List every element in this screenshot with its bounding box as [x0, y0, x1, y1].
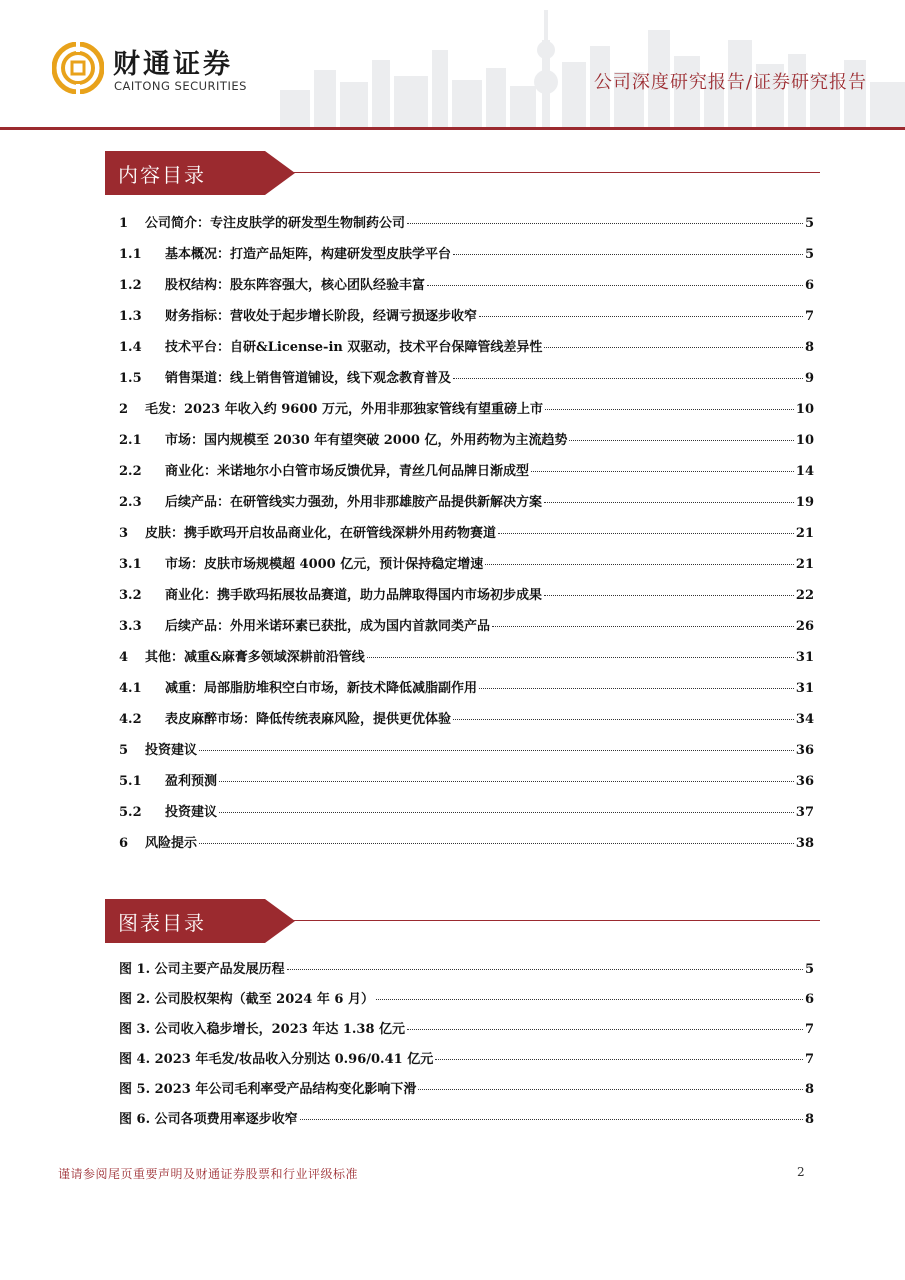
toc-entry-page: 5 [804, 247, 814, 262]
toc-entry-number: 2.3 [119, 495, 142, 510]
toc-entry-page: 7 [804, 309, 814, 324]
toc-entry-page: 34 [795, 712, 814, 727]
toc-entry[interactable] [119, 739, 814, 770]
toc-entry[interactable] [119, 367, 814, 398]
toc-entry-page: 22 [795, 588, 814, 603]
toc-entry-title: 皮肤：携手欧玛开启妆品商业化，在研管线深耕外用药物赛道 [145, 526, 497, 541]
figures-banner-line [285, 920, 820, 921]
toc-entry-title: 毛发：2023 年收入约 9600 万元，外用非那独家管线有望重磅上市 [145, 402, 543, 417]
toc-entry-number: 2.1 [119, 433, 142, 448]
toc-leader-dots [287, 969, 803, 970]
toc-entry-page: 36 [795, 743, 814, 758]
brand-name-cn: 财通证券 [113, 49, 233, 80]
toc-entry-page: 9 [804, 371, 814, 386]
toc-leader-dots [544, 502, 794, 503]
toc-entry[interactable] [119, 584, 814, 615]
toc-entry-number: 5 [119, 743, 129, 758]
toc-entry-page: 8 [804, 340, 814, 355]
toc-leader-dots [492, 626, 794, 627]
figure-entry-title: 图 3. 公司收入稳步增长，2023 年达 1.38 亿元 [119, 1022, 406, 1037]
toc-entry-page: 36 [795, 774, 814, 789]
page-header [0, 0, 905, 132]
toc-entry-page: 31 [795, 681, 814, 696]
toc-entry[interactable] [119, 243, 814, 274]
toc-entry[interactable] [119, 491, 814, 522]
figure-entry-page: 8 [804, 1082, 814, 1097]
figures-banner [105, 899, 820, 947]
toc-entry[interactable] [119, 832, 814, 863]
toc-leader-dots [544, 595, 794, 596]
toc-entry-title: 后续产品：在研管线实力强劲，外用非那雄胺产品提供新解决方案 [165, 495, 543, 510]
toc-leader-dots [300, 1119, 803, 1120]
figure-entry-title: 图 6. 公司各项费用率逐步收窄 [119, 1112, 298, 1127]
toc-entry-title: 商业化：携手欧玛拓展妆品赛道，助力品牌取得国内市场初步成果 [165, 588, 543, 603]
toc-entry-title: 销售渠道：线上销售管道铺设，线下观念教育普及 [165, 371, 452, 386]
toc-entry-page: 26 [795, 619, 814, 634]
toc-leader-dots [219, 812, 794, 813]
toc-entry-page: 5 [804, 216, 814, 231]
figure-entry-page: 6 [804, 992, 814, 1007]
toc-entry-title: 财务指标：营收处于起步增长阶段，经调亏损逐步收窄 [165, 309, 478, 324]
toc-entry-number: 4.2 [119, 712, 142, 727]
toc-leader-dots [407, 1029, 803, 1030]
toc-entry-number: 1.5 [119, 371, 142, 386]
toc-leader-dots [407, 223, 803, 224]
toc-leader-dots [544, 347, 803, 348]
contents-heading: 内容目录 [118, 163, 206, 187]
toc-entry[interactable] [119, 398, 814, 429]
toc-entry[interactable] [119, 646, 814, 677]
toc-entry-title: 市场：皮肤市场规模超 4000 亿元，预计保持稳定增速 [165, 557, 484, 572]
toc-leader-dots [453, 719, 794, 720]
toc-entry[interactable] [119, 429, 814, 460]
figure-entry[interactable] [119, 988, 814, 1018]
toc-leader-dots [545, 409, 794, 410]
toc-leader-dots [199, 750, 794, 751]
figure-entry-page: 5 [804, 962, 814, 977]
toc-entry-title: 盈利预测 [165, 774, 218, 789]
toc-entry-title: 基本概况：打造产品矩阵，构建研发型皮肤学平台 [165, 247, 452, 262]
toc-entry-title: 减重：局部脂肪堆积空白市场，新技术降低减脂副作用 [165, 681, 478, 696]
toc-entry-number: 3.3 [119, 619, 142, 634]
toc-entry-page: 10 [795, 433, 814, 448]
toc-leader-dots [498, 533, 794, 534]
toc-entry-number: 3 [119, 526, 129, 541]
toc-leader-dots [418, 1089, 803, 1090]
toc-entry[interactable] [119, 801, 814, 832]
toc-entry[interactable] [119, 770, 814, 801]
toc-leader-dots [485, 564, 794, 565]
figures-heading: 图表目录 [118, 911, 206, 935]
brand-name-en: CAITONG SECURITIES [114, 79, 247, 93]
toc-leader-dots [435, 1059, 803, 1060]
figure-entry-title: 图 1. 公司主要产品发展历程 [119, 962, 285, 977]
figure-entry[interactable] [119, 1048, 814, 1078]
toc-entry-page: 19 [795, 495, 814, 510]
toc-entry-title: 公司简介：专注皮肤学的研发型生物制药公司 [145, 216, 406, 231]
toc-entry-number: 4.1 [119, 681, 142, 696]
toc-entry-number: 5.1 [119, 774, 142, 789]
toc-entry-page: 38 [795, 836, 814, 851]
toc-entry[interactable] [119, 522, 814, 553]
figures-list [119, 958, 814, 1138]
toc-entry-title: 其他：减重&麻膏多领域深耕前沿管线 [145, 650, 365, 665]
toc-entry-title: 后续产品：外用米诺环素已获批，成为国内首款同类产品 [165, 619, 491, 634]
toc-entry-number: 3.1 [119, 557, 142, 572]
footer-disclaimer: 谨请参阅尾页重要声明及财通证券股票和行业评级标准 [58, 1167, 359, 1181]
toc-leader-dots [453, 254, 803, 255]
figure-entry[interactable] [119, 1078, 814, 1108]
figure-entry-page: 7 [804, 1022, 814, 1037]
toc-entry-title: 股权结构：股东阵容强大，核心团队经验丰富 [165, 278, 426, 293]
toc-entry-page: 6 [804, 278, 814, 293]
toc-entry[interactable] [119, 336, 814, 367]
toc-entry[interactable] [119, 460, 814, 491]
toc-entry-number: 5.2 [119, 805, 142, 820]
toc-entry[interactable] [119, 212, 814, 243]
figure-entry[interactable] [119, 958, 814, 988]
toc-entry[interactable] [119, 677, 814, 708]
toc-leader-dots [199, 843, 794, 844]
toc-leader-dots [219, 781, 794, 782]
toc-entry-number: 4 [119, 650, 129, 665]
toc-entry-number: 1.1 [119, 247, 142, 262]
contents-banner-line [285, 172, 820, 173]
toc-leader-dots [427, 285, 803, 286]
toc-entry-number: 2.2 [119, 464, 142, 479]
caitong-logo-icon [52, 42, 104, 94]
contents-list [119, 212, 814, 863]
report-type: 公司深度研究报告/证券研究报告 [593, 72, 867, 93]
toc-entry-title: 市场：国内规模至 2030 年有望突破 2000 亿，外用药物为主流趋势 [165, 433, 568, 448]
figure-entry[interactable] [119, 1018, 814, 1048]
toc-entry-page: 37 [795, 805, 814, 820]
toc-entry-number: 1 [119, 216, 129, 231]
toc-entry-number: 1.2 [119, 278, 142, 293]
toc-entry-page: 31 [795, 650, 814, 665]
toc-leader-dots [376, 999, 803, 1000]
toc-entry-title: 风险提示 [145, 836, 198, 851]
toc-entry-title: 技术平台：自研&License-in 双驱动，技术平台保障管线差异性 [165, 340, 543, 355]
toc-entry-title: 投资建议 [165, 805, 218, 820]
toc-entry[interactable] [119, 274, 814, 305]
toc-entry-title: 表皮麻醉市场：降低传统表麻风险，提供更优体验 [165, 712, 452, 727]
header-divider [0, 127, 905, 130]
toc-entry-number: 3.2 [119, 588, 142, 603]
figure-entry-title: 图 4. 2023 年毛发/妆品收入分别达 0.96/0.41 亿元 [119, 1052, 434, 1067]
toc-entry[interactable] [119, 708, 814, 739]
toc-entry-number: 2 [119, 402, 129, 417]
toc-leader-dots [531, 471, 794, 472]
figure-entry-title: 图 5. 2023 年公司毛利率受产品结构变化影响下滑 [119, 1082, 417, 1097]
toc-leader-dots [479, 688, 794, 689]
figure-entry-title: 图 2. 公司股权架构（截至 2024 年 6 月） [119, 992, 374, 1007]
toc-entry[interactable] [119, 615, 814, 646]
figure-entry-page: 8 [804, 1112, 814, 1127]
contents-banner [105, 151, 820, 199]
toc-entry-page: 21 [795, 526, 814, 541]
figure-entry[interactable] [119, 1108, 814, 1138]
toc-entry-title: 投资建议 [145, 743, 198, 758]
toc-leader-dots [569, 440, 793, 441]
toc-entry-page: 21 [795, 557, 814, 572]
page-number: 2 [797, 1165, 805, 1179]
toc-entry-number: 1.4 [119, 340, 142, 355]
toc-entry-number: 1.3 [119, 309, 142, 324]
toc-entry[interactable] [119, 305, 814, 336]
toc-entry-title: 商业化：米诺地尔小白管市场反馈优异，青丝几何品牌日渐成型 [165, 464, 530, 479]
toc-leader-dots [453, 378, 803, 379]
toc-entry[interactable] [119, 553, 814, 584]
toc-leader-dots [367, 657, 794, 658]
toc-entry-number: 6 [119, 836, 129, 851]
figure-entry-page: 7 [804, 1052, 814, 1067]
toc-entry-page: 10 [795, 402, 814, 417]
toc-entry-page: 14 [795, 464, 814, 479]
toc-leader-dots [479, 316, 803, 317]
